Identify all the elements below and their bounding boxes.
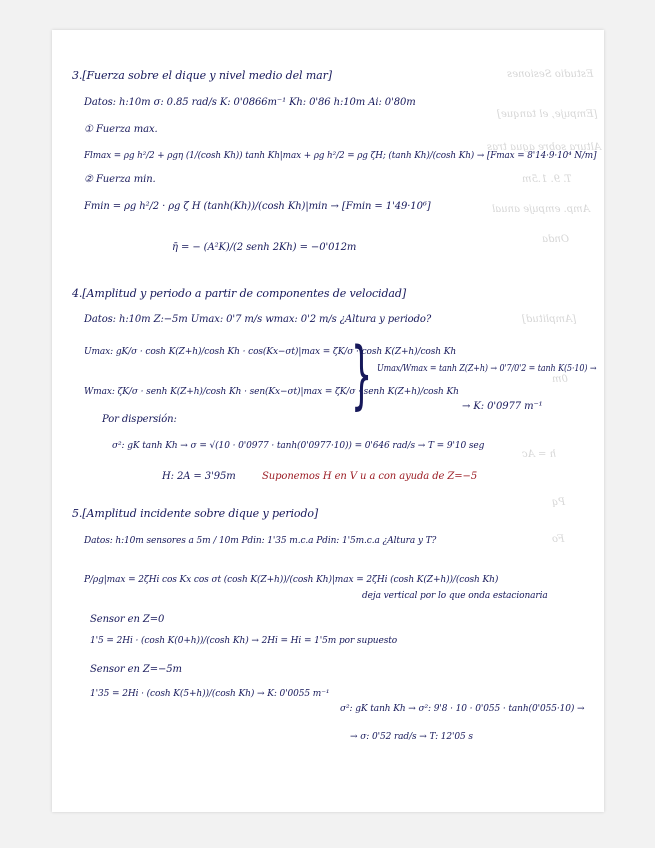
section-line: 1'5 = 2Hi · (cosh K(0+h))/(cosh Kh) → 2Hi = Hi = 1'5m por supuesto xyxy=(90,636,398,646)
section-line: Datos: h:10m σ: 0.85 rad/s K: 0'0866m⁻¹ Kh: 0'86 h:10m Ai: 0'80m xyxy=(84,97,416,108)
section-line: Datos: h:10m Z:−5m Umax: 0'7 m/s wmax: 0'2 m/s ¿Altura y periodo? xyxy=(84,314,432,325)
right-brace: } xyxy=(350,332,373,418)
section-line: Sensor en Z=−5m xyxy=(90,664,182,675)
section-heading: 4.[Amplitud y periodo a partir de componentes de velocidad] xyxy=(72,287,407,300)
section-line: Por dispersión: xyxy=(102,414,177,425)
section-line: 1'35 = 2Hi · (cosh K(5+h))/(cosh Kh) → K: 0'0055 m⁻¹ xyxy=(90,689,330,699)
section-line: Flmax = ρg h²/2 + ρgη (1/(cosh Kh)) tanh Kh|max + ρg h²/2 = ρg ζH; (tanh Kh)/(cosh Kh) → [Fmax = 8'14·9·10⁴ N/m] xyxy=(84,151,597,161)
section-line: σ²: gK tanh Kh → σ²: 9'8 · 10 · 0'055 · tanh(0'055·10) → xyxy=(340,704,585,714)
section-line: P/ρg|max = 2ζHi cos Kx cos σt (cosh K(Z+h))/(cosh Kh)|max = 2ζHi (cosh K(Z+h))/(cosh Kh) xyxy=(84,575,499,585)
section-heading: 3.[Fuerza sobre el dique y nivel medio del mar] xyxy=(72,69,332,82)
bleed-line: Altura sobre agua tras xyxy=(487,142,602,153)
section-line: ② Fuerza min. xyxy=(84,174,156,185)
bleed-line: Pq xyxy=(552,497,566,508)
bleed-line: T. 9. 1.5m xyxy=(522,174,572,185)
section-line: Fmin = ρg h²/2 · ρg ζ H (tanh(Kh))/(cosh Kh)|min → [Fmin = 1'49·10⁶] xyxy=(84,201,431,212)
bleed-line: [Empuje, el tanque] xyxy=(497,109,598,120)
section-heading: 5.[Amplitud incidente sobre dique y periodo] xyxy=(72,507,319,520)
section-line: Umax: gK/σ · cosh K(Z+h)/cosh Kh · cos(Kx−σt)|max = ζK/σ · cosh K(Z+h)/cosh Kh xyxy=(84,347,457,357)
bleed-line: Fo xyxy=(552,534,565,545)
section-line: Datos: h:10m sensores a 5m / 10m Pdin: 1'35 m.c.a Pdin: 1'5m.c.a ¿Altura y T? xyxy=(84,536,437,546)
section-line: ① Fuerza max. xyxy=(84,124,158,135)
section-line: H: 2A = 3'95m xyxy=(162,471,236,482)
notebook-page xyxy=(52,30,604,812)
section-line: deja vertical por lo que onda estacionaria xyxy=(362,591,548,601)
bleed-line: Amp. empuje anual xyxy=(492,204,590,215)
section-line: η̄ = − (A²K)/(2 senh 2Kh) = −0'012m xyxy=(172,242,357,253)
section-line: Sensor en Z=0 xyxy=(90,614,165,625)
section-line: → K: 0'0977 m⁻¹ xyxy=(462,401,543,412)
section-line: Wmax: ζK/σ · senh K(Z+h)/cosh Kh · sen(Kx−σt)|max = ζK/σ · senh K(Z+h)/cosh Kh xyxy=(84,387,459,397)
bleed-line: [Amplitud] xyxy=(522,314,577,325)
section-line: Umax/Wmax = tanh Z(Z+h) → 0'7/0'2 = tanh K(5·10) → xyxy=(377,364,597,374)
bleed-line: Onda xyxy=(542,234,570,245)
section-line: → σ: 0'52 rad/s → T: 12'05 s xyxy=(350,732,473,742)
bleed-line: 0m xyxy=(552,374,568,385)
bleed-line: h = Ac xyxy=(522,449,556,460)
annotation-red: Suponemos H en V u a con ayuda de Z=−5 xyxy=(262,471,478,482)
bleed-line: Estudio Sesiones xyxy=(507,69,594,80)
section-line: σ²: gK tanh Kh → σ = √(10 · 0'0977 · tanh(0'0977·10)) = 0'646 rad/s → T = 9'10 seg xyxy=(112,441,485,451)
